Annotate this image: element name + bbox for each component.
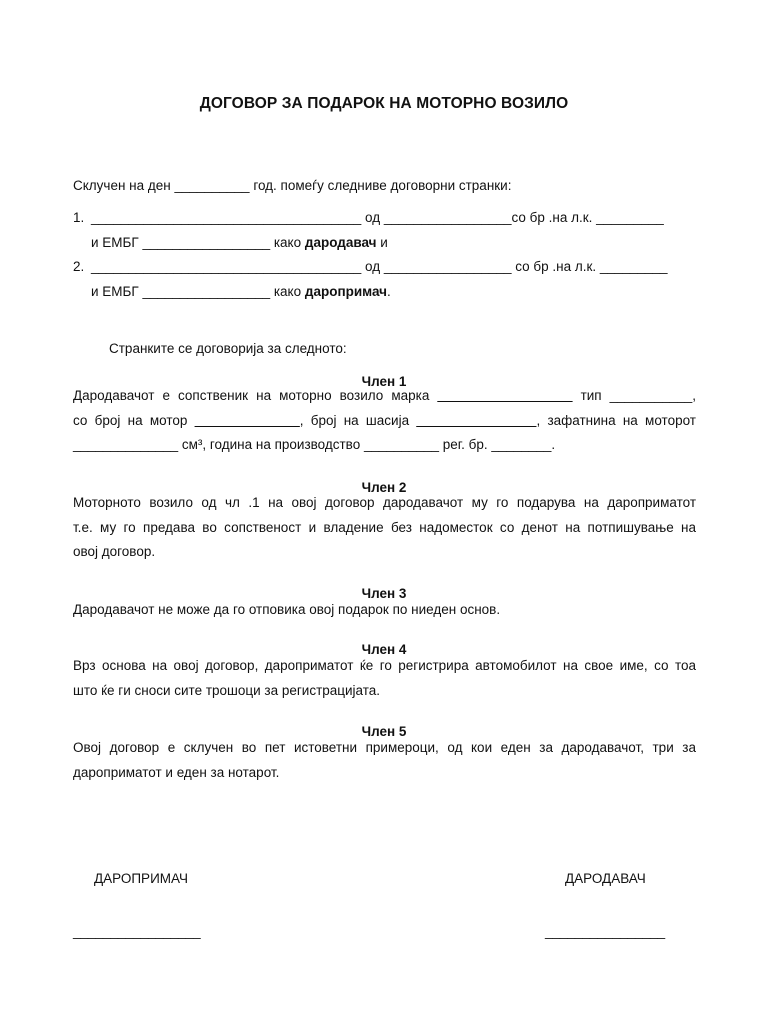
party1-embg: и ЕМБГ _________________ како <box>91 235 305 250</box>
document-title: ДОГОВОР ЗА ПОДАРОК НА МОТОРНО ВОЗИЛО <box>199 95 569 112</box>
article2-body <box>73 491 696 565</box>
article4-line: Врз основа на овој договор, дароприматот ќе го регистрира автомобилот на свое име, со тоа <box>73 658 696 673</box>
donor-signature-label: ДАРОДАВАЧ <box>565 871 646 886</box>
article3-body: Дародавачот не може да го отповика овој подарок по ниеден основ. <box>73 602 501 617</box>
article5-heading: Член 5 <box>361 724 407 739</box>
party1-line1: ____________________________________ од _________________со бр .на л.к. _________ <box>91 210 664 225</box>
engine-number-blank: ______________ <box>194 412 300 428</box>
recipient-signature-line: _________________ <box>73 924 201 939</box>
article5-body <box>73 736 696 785</box>
article1-heading: Член 1 <box>361 374 407 389</box>
article5-line: дароприматот и еден за нотарот. <box>73 764 280 780</box>
intro-line: Склучен на ден __________ год. помеѓу следниве договорни странки: <box>73 178 512 193</box>
party1-suffix: и <box>376 235 388 250</box>
article1-body <box>73 384 696 458</box>
article1-line: Дародавачот е сопственик на моторно возило марка __________________ тип ___________, <box>73 388 696 403</box>
article1-line: ______________ см³, година на производство __________ рег. бр. ________. <box>73 437 556 452</box>
party2-line2 <box>91 284 391 300</box>
party1-role: дародавач <box>304 235 377 250</box>
brand-blank: __________________ <box>437 388 573 403</box>
article2-line: Моторното возило од чл .1 на овој договор дародавачот му го подарува на дароприматот <box>73 495 696 510</box>
party2-role: даропримач <box>304 284 387 299</box>
donor-signature-line: ________________ <box>545 924 666 939</box>
party2-number: 2. <box>73 259 85 274</box>
article5-line: Овој договор е склучен во пет истоветни примероци, од кои еден за дародавачот, три за <box>73 740 696 755</box>
article3-heading: Член 3 <box>361 586 407 601</box>
party2-embg: и ЕМБГ _________________ како <box>91 284 305 299</box>
article4-body <box>73 654 696 703</box>
agreement-intro: Странките се договорија за следното: <box>109 341 347 356</box>
recipient-signature-label: ДАРОПРИМАЧ <box>94 871 188 886</box>
chassis-number-blank: ________________ <box>416 412 537 428</box>
party1-line2 <box>91 235 388 251</box>
article2-heading: Член 2 <box>361 480 407 495</box>
article4-line: што ќе ги сноси сите трошоци за регистрацијата. <box>73 682 381 698</box>
party2-line1: ____________________________________ од _________________ со бр .на л.к. _________ <box>91 259 668 274</box>
party2-suffix: . <box>386 284 391 299</box>
article4-heading: Член 4 <box>361 642 407 657</box>
article2-line: овој договор. <box>73 544 156 559</box>
article1-line: со број на мотор ______________, број на шасија ________________, зафатнина на моторот <box>73 412 696 428</box>
party1-number: 1. <box>73 210 85 225</box>
article2-line: т.е. му го предава во сопственост и владение без надоместок со денот на потпишување на <box>73 519 696 535</box>
